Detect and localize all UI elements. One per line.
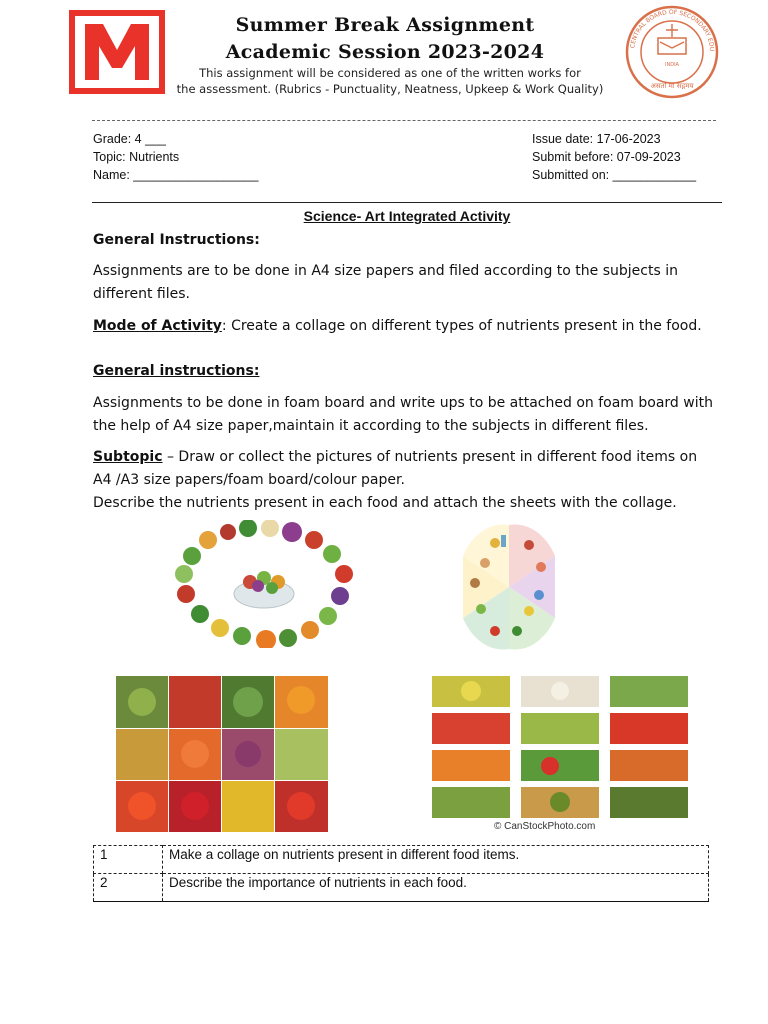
task-number: 2 bbox=[94, 874, 163, 902]
general-instructions-text: Assignments are to be done in A4 size papers and filed according to the subjects in different files. bbox=[93, 263, 678, 302]
fruit-collage-image bbox=[116, 676, 328, 832]
vegetables-grid-icon bbox=[432, 676, 688, 818]
food-plate-icon bbox=[463, 522, 555, 652]
general-instructions-text-2: Assignments to be done in foam board and write ups to be attached on foam board with the help of A4 size paper,maintain it according to the subjects in different files. bbox=[93, 395, 713, 434]
general-instructions-heading-2: General instructions: bbox=[93, 363, 260, 379]
subtopic bbox=[93, 446, 713, 491]
assessment-note-line2: the assessment. (Rubrics - Punctuality, Neatness, Upkeep & Work Quality) bbox=[176, 82, 604, 96]
table-row bbox=[94, 874, 709, 902]
name-field: Name: __________________ bbox=[93, 168, 259, 182]
image-credit: © CanStockPhoto.com bbox=[494, 821, 596, 832]
header-divider bbox=[92, 120, 716, 121]
assessment-note-line1: This assignment will be considered as one of the written works for bbox=[199, 66, 581, 80]
food-groups-plate-image bbox=[463, 522, 555, 652]
table-row bbox=[94, 846, 709, 874]
mode-label: Mode of Activity bbox=[93, 318, 222, 334]
task-description: Describe the importance of nutrients in each food. bbox=[163, 874, 709, 902]
academic-session: Academic Session 2023-2024 bbox=[225, 41, 545, 63]
subtopic-label: Subtopic bbox=[93, 449, 163, 465]
vegetable-collage-image bbox=[432, 676, 688, 818]
general-instructions-heading: General Instructions: bbox=[93, 232, 260, 248]
subtopic-text: – Draw or collect the pictures of nutrients present in different food items on A4 /A3 size papers/foam board/colour paper. bbox=[93, 449, 698, 488]
m-logo-icon bbox=[69, 10, 165, 94]
assignment-title: Summer Break Assignment bbox=[235, 14, 535, 36]
tasks-table bbox=[93, 845, 709, 902]
submit-before: Submit before: 07-09-2023 bbox=[532, 150, 681, 164]
describe-text: Describe the nutrients present in each food and attach the sheets with the collage. bbox=[93, 495, 677, 511]
grade-field: Grade: 4 ___ bbox=[93, 132, 166, 146]
school-logo bbox=[69, 10, 165, 94]
vegetables-icon bbox=[172, 520, 357, 648]
fruits-grid-icon bbox=[116, 676, 328, 832]
svg-text:INDIA: INDIA bbox=[665, 62, 679, 68]
cbse-seal-icon bbox=[624, 4, 720, 100]
cbse-seal bbox=[624, 4, 720, 100]
task-description: Make a collage on nutrients present in different food items. bbox=[163, 846, 709, 874]
issue-date: Issue date: 17-06-2023 bbox=[532, 132, 661, 146]
submitted-on: Submitted on: ____________ bbox=[532, 168, 697, 182]
mode-text: : Create a collage on different types of nutrients present in the food. bbox=[221, 318, 702, 334]
section-title: Science- Art Integrated Activity bbox=[303, 208, 511, 224]
info-divider bbox=[92, 202, 722, 203]
svg-text:CENTRAL BOARD OF SECONDARY EDU: CENTRAL BOARD OF SECONDARY EDU bbox=[629, 8, 716, 52]
svg-text:असतो मा सद्गमय: असतो मा सद्गमय bbox=[650, 82, 694, 90]
topic-field: Topic: Nutrients bbox=[93, 150, 180, 164]
task-number: 1 bbox=[94, 846, 163, 874]
mode-of-activity bbox=[93, 315, 708, 338]
vegetable-ring-image bbox=[172, 520, 357, 648]
